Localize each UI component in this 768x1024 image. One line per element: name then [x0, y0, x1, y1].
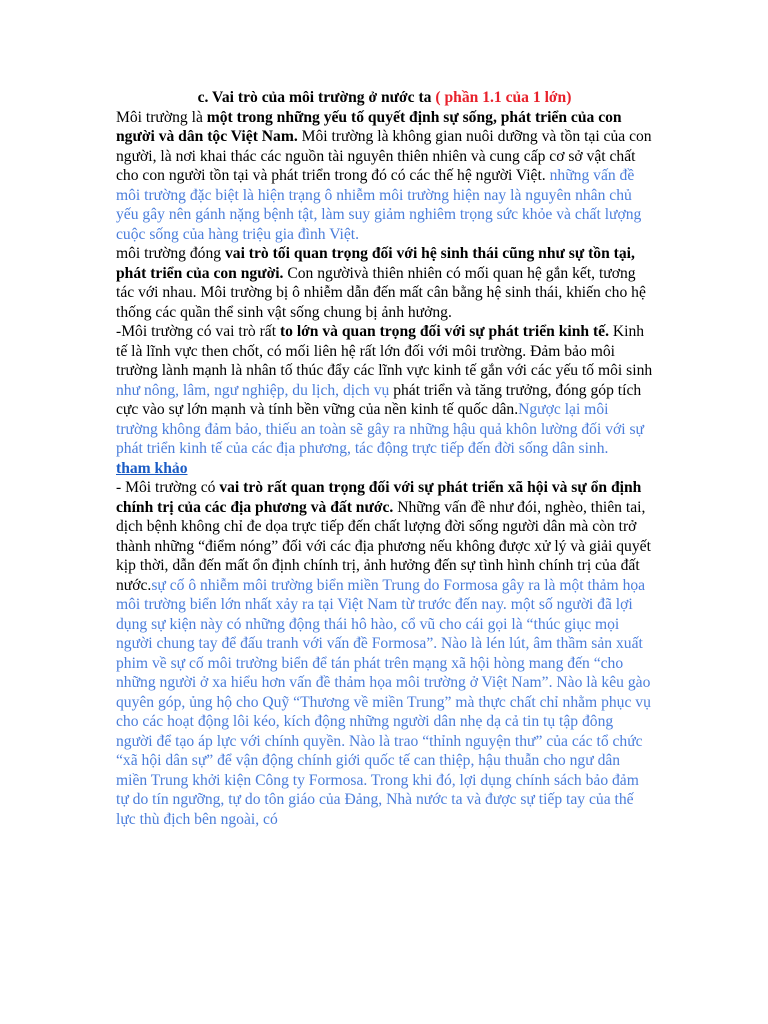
- p3-blue-1: như nông, lâm, ngư nghiệp, du lịch, dịch vụ: [116, 381, 390, 399]
- heading-note: ( phần 1.1 của 1 lớn): [435, 89, 572, 106]
- p3-blue-2: Ngược lại môi trường không đảm bảo, thiếu an toàn sẽ gây ra những hậu quả khôn lường đối với sự phát triển kinh tế của các địa phương, tác động trực tiếp đến đời sống dân sinh.: [116, 401, 645, 457]
- p1-blue-1: những vấn đề môi trường đặc biệt là hiện trạng ô nhiễm môi trường hiện nay là nguyên nhân chủ yếu gây nên gánh nặng bệnh tật, làm suy giảm nghiêm trọng sức khỏe và chất lượng cuộc sống của hàng triệu gia đình Việt.: [116, 167, 642, 243]
- p1-text-1: Môi trường là: [116, 108, 207, 126]
- p2-text-2: Con ngườivà thiên nhiên có mối quan hệ gắn kết, tương tác với nhau. Môi trường bị ô nhiễm dẫn đến mất cân bằng hệ sinh thái, khiến cho hệ thống các quần thể sinh vật sống chung bị ảnh hưởng.: [116, 264, 646, 321]
- p4-blue-1: sự cố ô nhiễm môi trường biển miền Trung do Formosa gây ra là một thảm họa môi trường biển lớn nhất xảy ra tại Việt Nam từ trước đến nay. một số người đã lợi dụng sự kiện này có những động thái hô hào, cổ vũ cho cái gọi là “thúc giục mọi người chung tay để đấu tranh với vấn đề Formosa”. Nào là lén lút, âm thầm sản xuất phim về sự cố môi trường biển để tán phát trên mạng xã hội hòng mang đến “cho những người ở xa hiểu hơn vấn đề thảm họa môi trường ở Việt Nam”. Nào là kêu gào quyên góp, ủng hộ cho Quỹ “Thương về miền Trung” mà thực chất chỉ nhằm phục vụ cho các hoạt động lôi kéo, kích động những người dân nhẹ dạ cả tin tụ tập đông người để tạo áp lực với chính quyền. Nào là trao “thỉnh nguyện thư” của các tổ chức “xã hội dân sự” để vận động chính giới quốc tế can thiệp, hậu thuẫn cho ngư dân miền Trung khởi kiện Công ty Formosa. Trong khi đó, lợi dụng chính sách bảo đảm tự do tín ngưỡng, tự do tôn giáo của Đảng, Nhà nước ta và được sự tiếp tay của thế lực thù địch bên ngoài, có: [116, 576, 651, 828]
- section-heading: [116, 88, 653, 108]
- p1-bold-1: một trong những yếu tố quyết định sự sống, phát triển của con người và dân tộc Việt Nam.: [116, 108, 622, 145]
- p2-bold-1: vai trò tối quan trọng đối với hệ sinh thái cũng như sự tồn tại, phát triển của con người.: [116, 245, 635, 282]
- p4-bold-1: vai trò rất quan trọng đối với sự phát triển xã hội và sự ổn định chính trị của các địa phương và đất nước.: [116, 479, 642, 516]
- p4-text-2: Những vấn đề như đói, nghèo, thiên tai, dịch bệnh không chỉ đe dọa trực tiếp đến chất lượng đời sống người dân mà còn trở thành những “điểm nóng” đối với các địa phương nếu không được xử lý và giải quyết kịp thời, dẫn đến mất ổn định chính trị, ảnh hưởng đến sự tình hình chính trị của đất nước.: [116, 498, 651, 594]
- reference-link[interactable]: tham khảo: [116, 459, 188, 477]
- p3-text-2: Kinh tế là lĩnh vực then chốt, có mối liên hệ rất lớn đối với môi trường. Đảm bảo môi trường lành mạnh là nhân tố thúc đẩy các lĩnh vực kinh tế gắn với các yếu tố môi sinh: [116, 323, 653, 379]
- paragraph-4: [116, 478, 653, 829]
- p3-bold-1: to lớn và quan trọng đối với sự phát triển kinh tế.: [279, 323, 609, 340]
- document-page: [116, 88, 653, 829]
- p3-text-1: -Môi trường có vai trò rất: [116, 323, 280, 340]
- p3-text-3: phát triển và tăng trưởng, đóng góp tích cực vào sự lớn mạnh và tính bền vững của nền kinh tế quốc dân.: [116, 381, 642, 418]
- paragraph-2: [116, 244, 653, 322]
- reference-line: [116, 459, 653, 479]
- p2-text-1: môi trường đóng: [116, 245, 225, 262]
- heading-title: c. Vai trò của môi trường ở nước ta: [197, 89, 432, 106]
- paragraph-3: [116, 322, 653, 459]
- paragraph-1: [116, 108, 653, 245]
- p4-text-1: - Môi trường có: [116, 479, 220, 496]
- p1-text-2: Môi trường là không gian nuôi dưỡng và tồn tại của con người, là nơi khai thác các nguồn tài nguyên thiên nhiên và cung cấp cơ sở vật chất cho con người tồn tại và phát triển trong đó có các thế hệ người Việt.: [116, 128, 652, 184]
